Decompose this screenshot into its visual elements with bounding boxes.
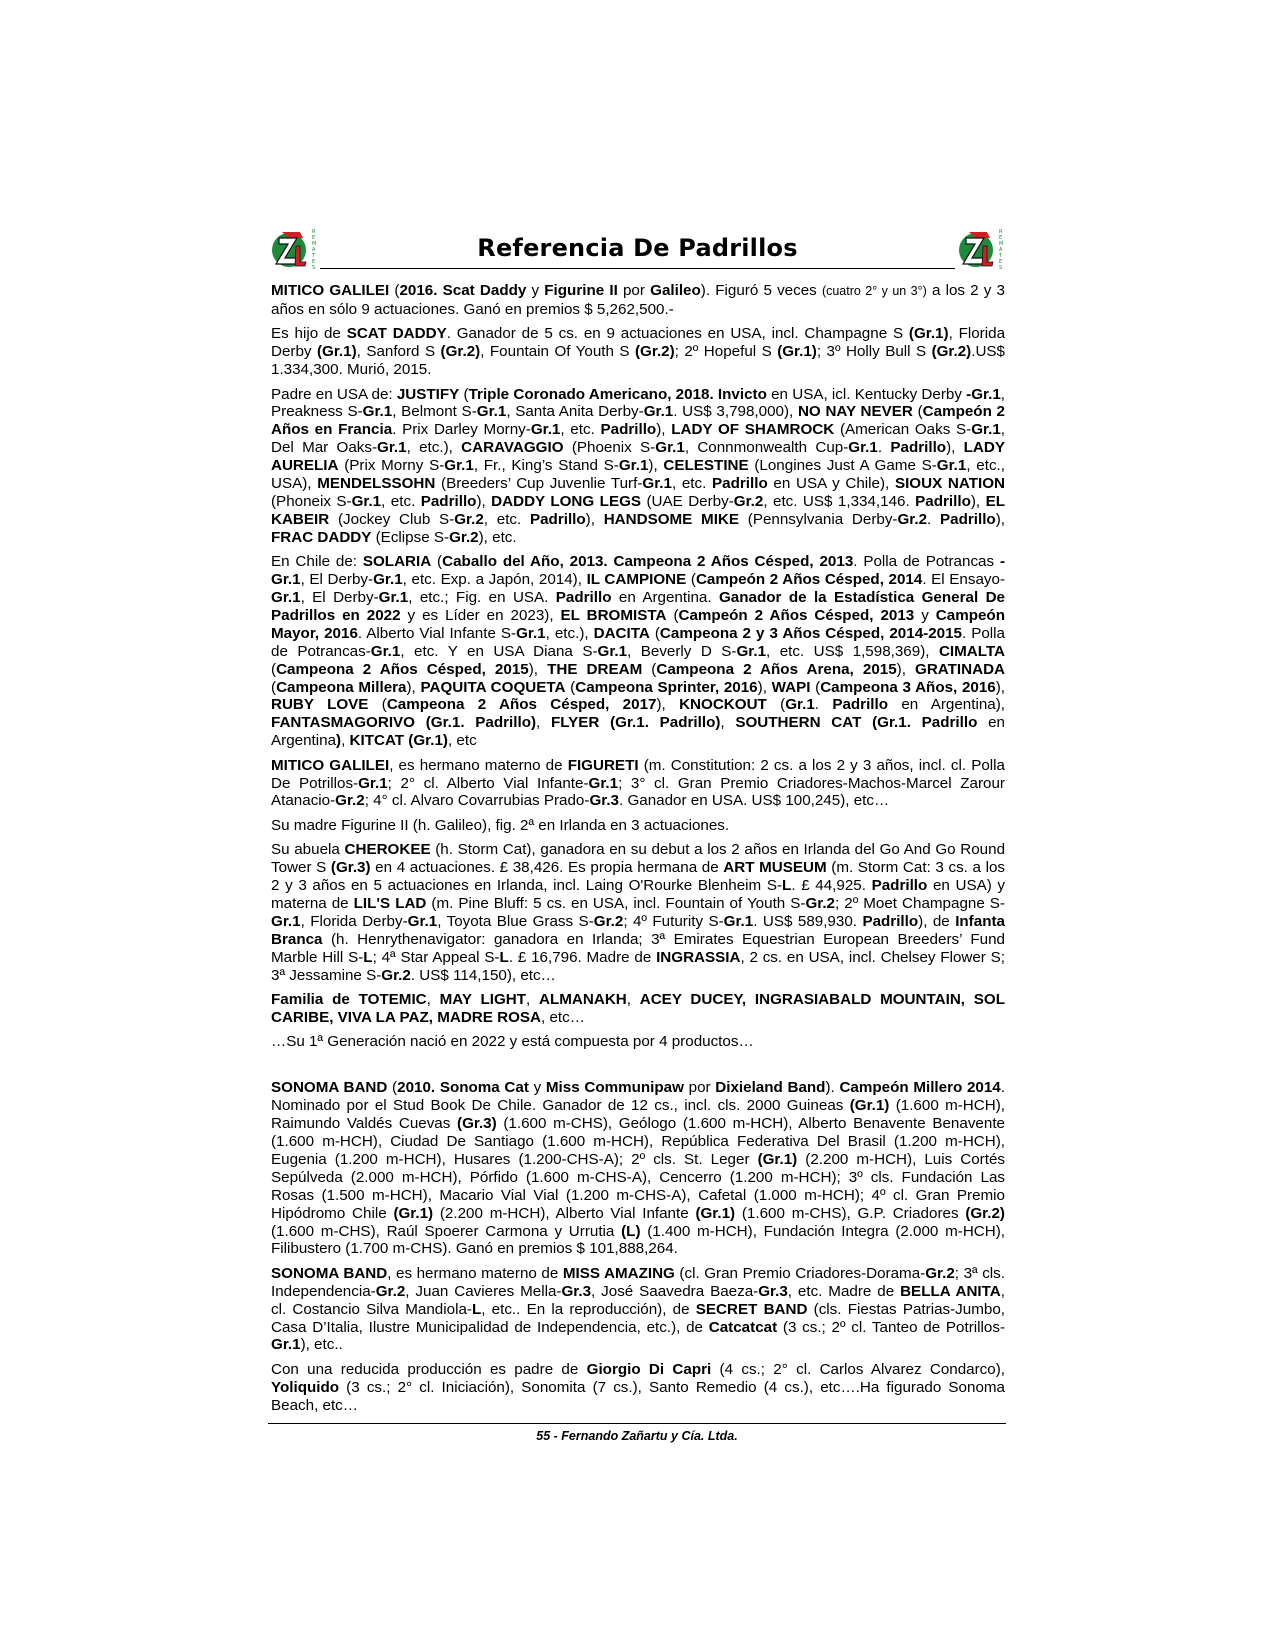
galilei-intro-paragraph: MITICO GALILEI (2016. Scat Daddy y Figurine II por Galileo). Figuró 5 veces (cuatro 2° y un 3°) a los 2 y 3 años en sólo 9 actuaciones. Ganó en premios $ 5,262,500.- xyxy=(271,282,1006,318)
sonoma-intro-paragraph: SONOMA BAND (2010. Sonoma Cat y Miss Communipaw por Dixieland Band). Campeón Millero 2014. Nominado por el Stud Book De Chile. Ganador de 12 cs., incl. cls. 2000 Guineas (Gr.1) (1.600 m-HCH), Raimundo Valdés Cuevas (Gr.3) (1.600 m-CHS), Geólogo (1.600 m-HCH), Alberto Benavente Benavente (1.600 m-HCH), Ciudad De Santiago (1.600 m-HCH), República Federativa Del Brasil (1.200 m-HCH), Eugenia (1.200 m-HCH), Husares (1.200-CHS-A); 2º cls. St. Leger (Gr.1) (2.200 m-HCH), Luis Cortés Sepúlveda (2.000 m-HCH), Pórfido (1.600 m-CHS-A), Cencerro (1.200 m-HCH); 3º cls. Fundación Las Rosas (1.500 m-HCH), Macario Vial Vial (1.200 m-CHS-A), Cafetal (1.000 m-HCH); 4º cl. Gran Premio Hipódromo Chile (Gr.1) (2.200 m-HCH), Alberto Vial Infante (Gr.1) (1.600 m-CHS), G.P. Criadores (Gr.2) (1.600 m-CHS), Raúl Spoerer Carmona y Urrutia (L) (1.400 m-HCH), Fundación Integra (2.000 m-HCH), Filibustero (1.700 m-CHS). Ganó en premios $ 101,888,264. xyxy=(271,1079,1005,1258)
family-paragraph: Familia de TOTEMIC, MAY LIGHT, ALMANAKH, ACEY DUCEY, INGRASIABALD MOUNTAIN, SOL CARIBE, VIVA LA PAZ, MADRE ROSA, etc… xyxy=(271,991,1005,1026)
svg-text:E: E xyxy=(999,259,1003,265)
svg-text:M: M xyxy=(312,241,317,247)
header-rule xyxy=(320,268,955,269)
svg-text:S: S xyxy=(999,265,1003,271)
page-title: Referencia De Padrillos xyxy=(477,234,798,262)
zl-remates-logo xyxy=(957,224,1005,272)
svg-text:T: T xyxy=(999,253,1003,259)
svg-text:A: A xyxy=(999,247,1003,253)
sire-paragraph: Es hijo de SCAT DADDY. Ganador de 5 cs. en 9 actuaciones en USA, incl. Champagne S (Gr.1), Florida Derby (Gr.1), Sanford S (Gr.2), Fountain Of Youth S (Gr.2); 2º Hopeful S (Gr.1); 3º Holly Bull S (Gr.2).US$ 1.334,300. Murió, 2015. xyxy=(271,325,1006,379)
sonoma-sibling-paragraph: SONOMA BAND, es hermano materno de MISS AMAZING (cl. Gran Premio Criadores-Dorama-Gr.2; 3ª cls. Independencia-Gr.2, Juan Cavieres Mella-Gr.3, José Saavedra Baeza-Gr.3, etc. Madre de BELLA ANITA, cl. Costancio Silva Mandiola-L, etc.. En la reproducción), de SECRET BAND (cls. Fiestas Patrias-Jumbo, Casa D’Italia, Ilustre Municipalidad de Independencia, etc.), de Catcatcat (3 cs.; 2º cl. Tanteo de Potrillos-Gr.1), etc.. xyxy=(271,1264,1006,1354)
svg-text:R: R xyxy=(312,229,316,235)
dam-paragraph: Su madre Figurine II (h. Galileo), fig. 2ª en Irlanda en 3 actuaciones. xyxy=(271,816,730,834)
page-footer: 55 - Fernando Zañartu y Cía. Ltda. xyxy=(536,1429,738,1443)
svg-text:E: E xyxy=(312,235,316,241)
first-generation-paragraph: …Su 1ª Generación nació en 2022 y está compuesta por 4 productos… xyxy=(271,1033,754,1051)
svg-text:A: A xyxy=(312,247,316,253)
svg-text:T: T xyxy=(312,253,316,259)
document-body xyxy=(271,282,1005,1421)
svg-text:R: R xyxy=(999,229,1003,235)
svg-text:M: M xyxy=(999,241,1004,247)
chile-progeny-paragraph: En Chile de: SOLARIA (Caballo del Año, 2013. Campeona 2 Años Césped, 2013. Polla de Potrancas -Gr.1, El Derby-Gr.1, etc. Exp. a Japón, 2014), IL CAMPIONE (Campeón 2 Años Césped, 2014. El Ensayo-Gr.1, El Derby-Gr.1, etc.; Fig. en USA. Padrillo en Argentina. Ganador de la Estadística General De Padrillos en 2022 y es Líder en 2023), EL BROMISTA (Campeón 2 Años Césped, 2013 y Campeón Mayor, 2016. Alberto Vial Infante S-Gr.1, etc.), DACITA (Campeona 2 y 3 Años Césped, 2014-2015. Polla de Potrancas-Gr.1, etc. Y en USA Diana S-Gr.1, Beverly D S-Gr.1, etc. US$ 1,598,369), CIMALTA (Campeona 2 Años Césped, 2015), THE DREAM (Campeona 2 Años Arena, 2015), GRATINADA (Campeona Millera), PAQUITA COQUETA (Campeona Sprinter, 2016), WAPI (Campeona 3 Años, 2016), RUBY LOVE (Campeona 2 Años Césped, 2017), KNOCKOUT (Gr.1. Padrillo en Argentina), FANTASMAGORIVO (Gr.1. Padrillo), FLYER (Gr.1. Padrillo), SOUTHERN CAT (Gr.1. Padrillo en Argentina), KITCAT (Gr.1), etc xyxy=(271,553,1006,750)
usa-progeny-paragraph: Padre en USA de: JUSTIFY (Triple Coronado Americano, 2018. Invicto en USA, icl. Kentucky Derby -Gr.1, Preakness S-Gr.1, Belmont S-Gr.1, Santa Anita Derby-Gr.1. US$ 3,798,000), NO NAY NEVER (Campeón 2 Años en Francia. Prix Darley Morny-Gr.1, etc. Padrillo), LADY OF SHAMROCK (American Oaks S-Gr.1, Del Mar Oaks-Gr.1, etc.), CARAVAGGIO (Phoenix S-Gr.1, Connmonwealth Cup-Gr.1. Padrillo), LADY AURELIA (Prix Morny S-Gr.1, Fr., King’s Stand S-Gr.1), CELESTINE (Longines Just A Game S-Gr.1, etc., USA), MENDELSSOHN (Breeders’ Cup Juvenlie Turf-Gr.1, etc. Padrillo en USA y Chile), SIOUX NATION (Phoneix S-Gr.1, etc. Padrillo), DADDY LONG LEGS (UAE Derby-Gr.2, etc. US$ 1,334,146. Padrillo), EL KABEIR (Jockey Club S-Gr.2, etc. Padrillo), HANDSOME MIKE (Pennsylvania Derby-Gr.2. Padrillo), FRAC DADDY (Eclipse S-Gr.2), etc. xyxy=(271,385,1006,546)
sonoma-production-paragraph: Con una reducida producción es padre de Giorgio Di Capri (4 cs.; 2° cl. Carlos Alvarez Condarco), Yoliquido (3 cs.; 2° cl. Iniciación), Sonomita (7 cs.), Santo Remedio (4 cs.), etc….Ha figurado Sonoma Beach, etc… xyxy=(271,1360,1005,1414)
sibling-paragraph: MITICO GALILEI, es hermano materno de FIGURETI (m. Constitution: 2 cs. a los 2 y 3 años, incl. cl. Polla De Potrillos-Gr.1; 2° cl. Alberto Vial Infante-Gr.1; 3° cl. Gran Premio Criadores-Machos-Marcel Zarour Atanacio-Gr.2; 4° cl. Alvaro Covarrubias Prado-Gr.3. Ganador en USA. US$ 100,245), etc… xyxy=(271,756,1005,810)
svg-text:E: E xyxy=(999,235,1003,241)
footer-rule xyxy=(268,1423,1006,1424)
svg-text:S: S xyxy=(312,265,316,271)
granddam-paragraph: Su abuela CHEROKEE (h. Storm Cat), ganadora en su debut a los 2 años en Irlanda del Go And Go Round Tower S (Gr.3) en 4 actuaciones. £ 38,426. Es propia hermana de ART MUSEUM (m. Storm Cat: 3 cs. a los 2 y 3 años en 5 actuaciones en Irlanda, incl. Laing O'Rourke Blenheim S-L. £ 44,925. Padrillo en USA) y materna de LIL'S LAD (m. Pine Bluff: 5 cs. en USA, incl. Fountain of Youth S-Gr.2; 2º Moet Champagne S-Gr.1, Florida Derby-Gr.1, Toyota Blue Grass S-Gr.2; 4º Futurity S-Gr.1. US$ 589,930. Padrillo), de Infanta Branca (h. Henrythenavigator: ganadora en Irlanda; 3ª Emirates Equestrian European Breeders’ Fund Marble Hill S-L; 4ª Star Appeal S-L. £ 16,796. Madre de INGRASSIA, 2 cs. en USA, incl. Chelsey Flower S; 3ª Jessamine S-Gr.2. US$ 114,150), etc… xyxy=(271,841,1006,984)
page-header xyxy=(270,224,1005,274)
svg-text:E: E xyxy=(312,259,316,265)
